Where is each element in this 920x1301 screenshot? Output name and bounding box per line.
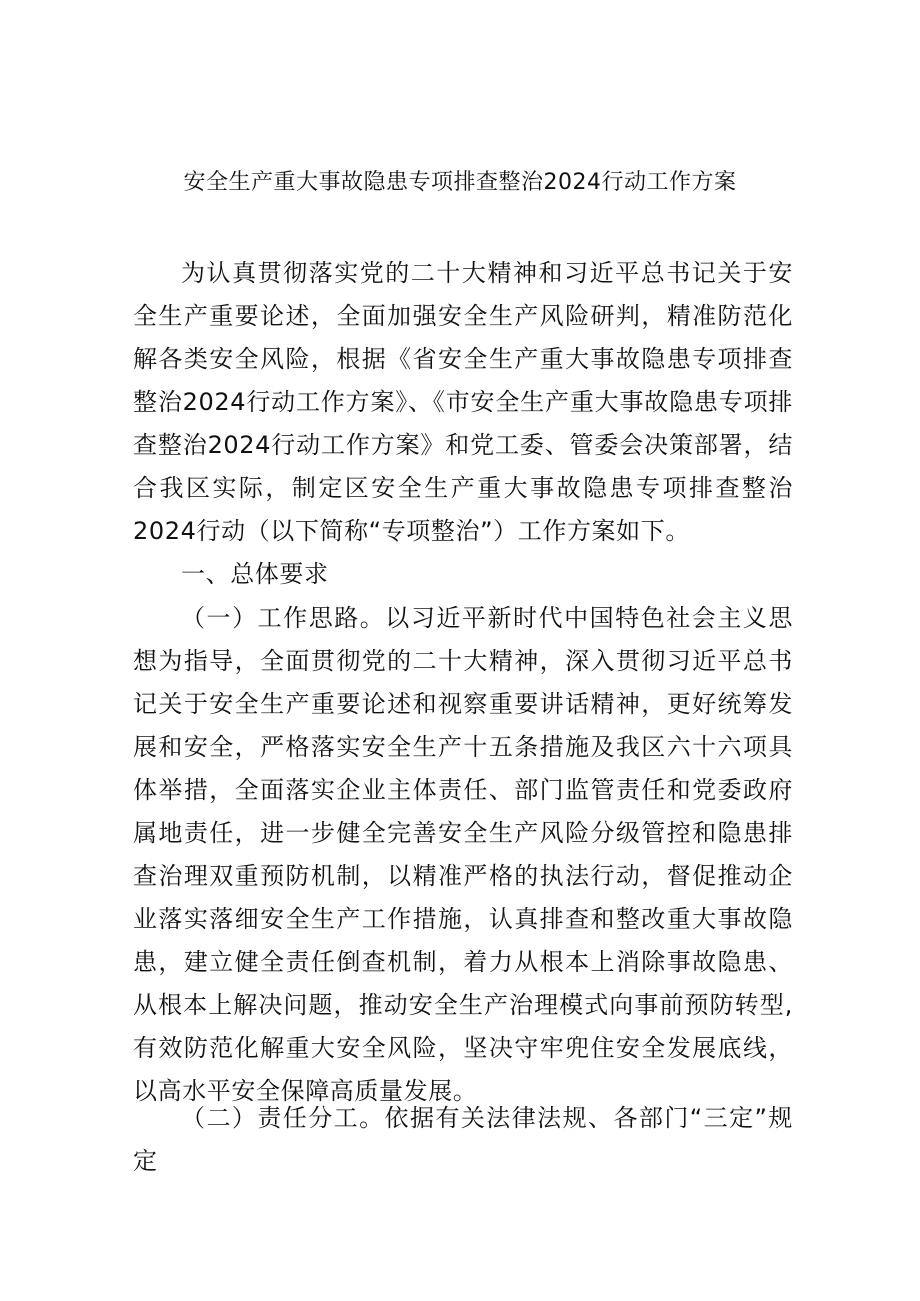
document-title: 安全生产重大事故隐患专项排查整治2024行动工作方案 [183, 170, 737, 195]
section-heading-overall-requirements: 一、总体要求 [181, 560, 329, 588]
work-approach-paragraph: （一）工作思路。以习近平新时代中国特色社会主义思想为指导，全面贯彻党的二十大精神，深入贯彻习近平总书记关于安全生产重要论述和视察重要讲话精神，更好统筹发展和安全，严格落实安全生产十五条措施及我区六十六项具体举措，全面落实企业主体责任、部门监管责任和党委政府属地责任，进一步健全完善安全生产风险分级管控和隐患排查治理双重预防机制，以精准严格的执法行动，督促推动企业落实落细安全生产工作措施，认真排查和整改重大事故隐患，建立健全责任倒查机制，着力从根本上消除事故隐患、从根本上解决问题，推动安全生产治理模式向事前预防转型,有效防范化解重大安全风险，坚决守牢兜住安全发展底线，以高水平安全保障高质量发展。 [133, 604, 793, 1105]
responsibility-division-paragraph: （二）责任分工。依据有关法律法规、各部门“三定”规定 [133, 1104, 793, 1175]
intro-paragraph: 为认真贯彻落实党的二十大精神和习近平总书记关于安全生产重要论述，全面加强安全生产风险研判，精准防范化解各类安全风险，根据《省安全生产重大事故隐患专项排查整治2024行动工作方案》、《市安全生产重大事故隐患专项排查整治2024行动工作方案》和党工委、管委会决策部署，结合我区实际，制定区安全生产重大事故隐患专项排查整治2024行动（以下简称“专项整治”）工作方案如下。 [133, 259, 793, 545]
